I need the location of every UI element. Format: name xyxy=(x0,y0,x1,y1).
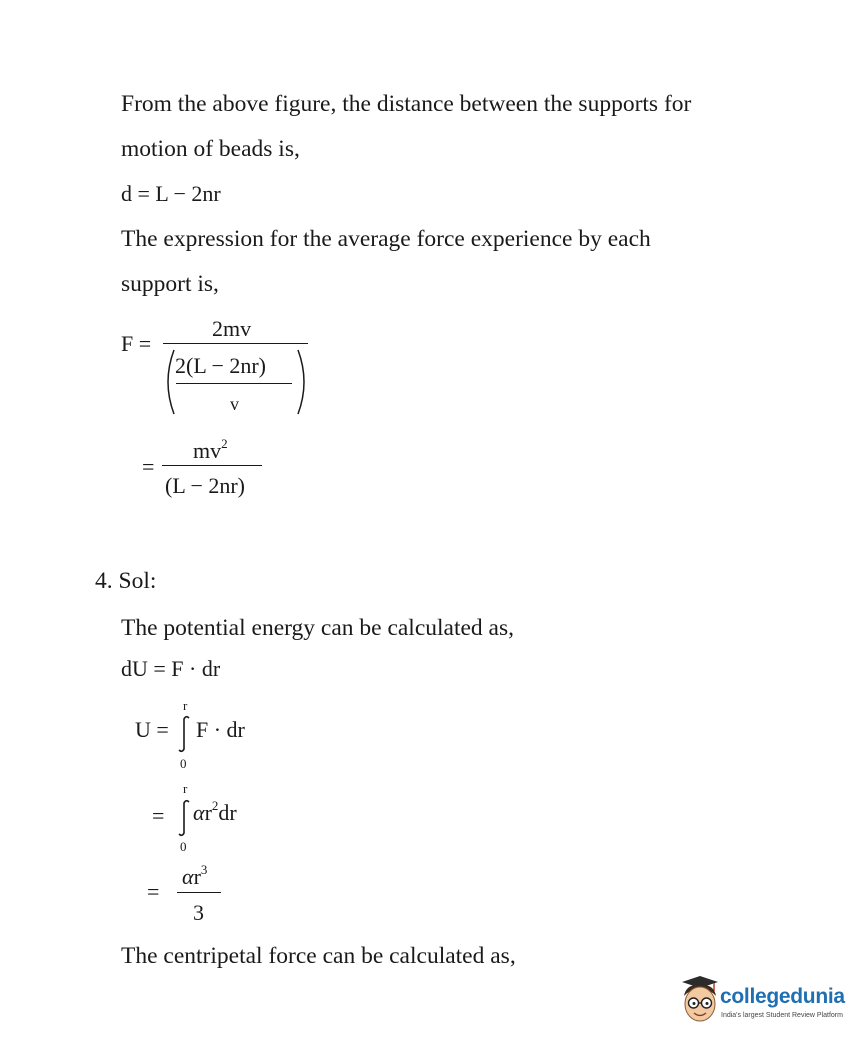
integrand2-exp: 2 xyxy=(211,798,219,813)
integral-sign-1 xyxy=(176,714,192,754)
para3: The potential energy can be calculated as, xyxy=(121,615,515,641)
equation-d: d = L − 2nr xyxy=(121,181,221,206)
para2-line2: support is, xyxy=(121,271,219,297)
integral2-upper: r xyxy=(183,781,188,796)
integral-sign-2 xyxy=(176,798,192,838)
equation-dU: dU = F · dr xyxy=(121,656,221,681)
integrand2 xyxy=(193,800,237,829)
U-fraction-bar3 xyxy=(177,892,221,893)
solution-label: 4. Sol: xyxy=(95,568,157,594)
force-lhs: F = xyxy=(121,331,152,356)
integrand2-dr: dr xyxy=(218,800,237,825)
U-denominator3: 3 xyxy=(193,900,204,925)
force-fraction-bar xyxy=(163,343,308,344)
force-numerator2-base: mv xyxy=(193,438,222,463)
U-numerator3-r: r xyxy=(193,864,201,889)
force-eq2: = xyxy=(142,454,155,479)
para1-line1: From the above figure, the distance between the supports for xyxy=(121,91,692,117)
integrand2-r: r xyxy=(204,800,212,825)
integrand2-alpha: α xyxy=(193,800,205,825)
force-numerator2-exp: 2 xyxy=(221,436,228,451)
watermark-name: collegedunia xyxy=(720,985,845,1008)
watermark-tagline: India's largest Student Review Platform xyxy=(721,1012,843,1019)
para2-line1: The expression for the average force experience by each xyxy=(121,226,651,252)
force-inner-numerator: 2(L − 2nr) xyxy=(175,353,267,378)
para4: The centripetal force can be calculated as, xyxy=(121,943,516,969)
integral1-upper: r xyxy=(183,698,188,713)
U-lhs: U = xyxy=(135,717,169,742)
mascot-icon xyxy=(674,974,722,1026)
U-numerator3-exp: 3 xyxy=(200,862,208,877)
U-eq3: = xyxy=(147,879,160,904)
U-eq2: = xyxy=(152,803,165,828)
collegedunia-watermark xyxy=(674,974,850,1034)
force-inner-denominator: v xyxy=(230,394,239,414)
integral2-lower: 0 xyxy=(180,839,187,854)
force-numerator: 2mv xyxy=(212,316,252,341)
force-fraction-bar2 xyxy=(162,465,262,466)
U-numerator3 xyxy=(182,864,207,893)
force-inner-fraction-bar xyxy=(176,383,292,384)
integral1-lower: 0 xyxy=(180,756,187,771)
force-numerator2 xyxy=(193,438,228,467)
force-denominator2: (L − 2nr) xyxy=(165,473,246,498)
para1-line2: motion of beads is, xyxy=(121,136,300,162)
integrand1: F · dr xyxy=(196,717,245,742)
U-numerator3-alpha: α xyxy=(182,864,194,889)
